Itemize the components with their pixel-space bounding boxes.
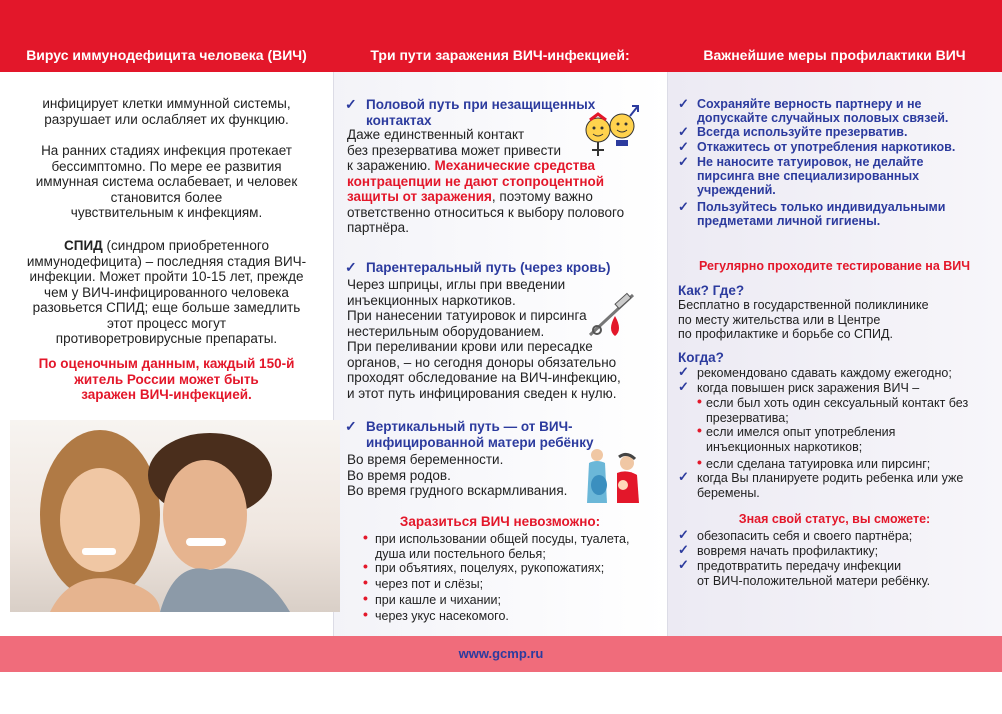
check-icon: ✓ <box>678 124 689 139</box>
check-icon: ✓ <box>678 154 689 169</box>
risk-item: если имелся опыт употребления инъекционных наркотиков; <box>706 425 896 454</box>
hiv-intro: инфицирует клетки иммунной системы, разрушает или ослабляет их функцию. <box>42 96 291 127</box>
syringe-icon <box>585 290 640 340</box>
couple-photo <box>10 420 340 612</box>
check-icon: ✓ <box>345 259 357 275</box>
check-icon: ✓ <box>678 469 689 484</box>
status-item: вовремя начать профилактику; <box>697 544 879 558</box>
couple-illustration <box>10 420 340 612</box>
website-link[interactable]: www.gcmp.ru <box>458 646 544 661</box>
bullet-icon: • <box>697 422 702 438</box>
blood-route-title: Парентеральный путь (через кровь) <box>366 260 611 275</box>
testing-title: Регулярно проходите тестирование на ВИЧ <box>698 259 971 273</box>
risk-item: если сделана татуировка или пирсинг; <box>706 457 931 471</box>
sexual-route-warning: Механические средства контрацепции не дают стопроцентной защиты от заражения <box>347 158 605 204</box>
aids-term: СПИД <box>64 238 103 253</box>
risk-item: если был хоть один сексуальный контакт без презерватива; <box>706 396 969 425</box>
bottom-margin <box>0 672 1002 714</box>
when-item: когда Вы планируете родить ребенка или уже беремены. <box>697 471 964 500</box>
impossible-item: при использовании общей посуды, туалета, душа или постельного белья; <box>375 532 630 561</box>
bullet-icon: • <box>697 393 702 409</box>
check-icon: ✓ <box>678 364 689 379</box>
russia-estimate: По оценочным данным, каждый 150-й житель России может быть заражен ВИЧ-инфекцией. <box>38 356 295 402</box>
measure-item: Всегда используйте презерватив. <box>697 125 908 139</box>
sexual-route-text-a: Даже единственный контакт без презерватива может привести к заражению. <box>347 127 562 173</box>
check-icon: ✓ <box>678 199 689 214</box>
col3-title: Важнейшие меры профилактики ВИЧ <box>703 47 966 63</box>
check-icon: ✓ <box>678 557 689 572</box>
bullet-icon: • <box>697 454 702 470</box>
measure-item: Пользуйтесь только индивидуальными предметами личной гигиены. <box>697 200 946 228</box>
check-icon: ✓ <box>345 96 357 112</box>
when-item: рекомендовано сдавать каждому ежегодно; <box>697 366 952 380</box>
vertical-route-title: Вертикальный путь — от ВИЧ- инфицированной матери ребёнку <box>366 419 594 450</box>
col2-title: Три пути заражения ВИЧ-инфекцией: <box>370 47 630 63</box>
check-icon: ✓ <box>678 139 689 154</box>
col1-title: Вирус иммунодефицита человека (ВИЧ) <box>26 47 307 63</box>
impossible-item: через укус насекомого. <box>375 609 509 623</box>
bullet-icon: • <box>363 574 368 590</box>
bullet-icon: • <box>363 606 368 622</box>
status-item: обезопасить себя и своего партнёра; <box>697 529 913 543</box>
measure-item: Сохраняйте верность партнеру и не допускайте случайных половых связей. <box>697 97 949 125</box>
where-title: Как? Где? <box>678 283 745 298</box>
hiv-stages: На ранних стадиях инфекция протекает бессимптомно. По мере ее развития иммунная система ослабевает, и человек становится более чувствительным к инфекциям. <box>35 143 298 220</box>
where-text: Бесплатно в государственной поликлинике по месту жительства или в Центре по профилактике и борьбе со СПИД. <box>678 298 929 341</box>
impossible-item: при кашле и чихании; <box>375 593 501 607</box>
sexual-route-title: Половой путь при незащищенных контактах <box>366 97 596 128</box>
blood-route-text: Через шприцы, иглы при введении инъекционных наркотиков. При нанесении татуировок и пирсинга нестерильным оборудованием. При переливании крови или пересадке органов, – но сегодня доноры обязательно проходят обследование на ВИЧ-инфекцию, и этот путь инфицирования сведен к нулю. <box>347 277 621 401</box>
bullet-icon: • <box>363 529 368 545</box>
couple-symbol-icon <box>582 100 642 162</box>
bullet-icon: • <box>363 558 368 574</box>
status-item: предотвратить передачу инфекции от ВИЧ-положительной матери ребёнку. <box>697 559 931 588</box>
mother-child-icon <box>583 445 645 507</box>
check-icon: ✓ <box>678 527 689 542</box>
status-title: Зная свой статус, вы сможете: <box>738 512 931 526</box>
check-icon: ✓ <box>345 418 357 434</box>
check-icon: ✓ <box>678 542 689 557</box>
aids-definition <box>0 238 333 347</box>
check-icon: ✓ <box>678 379 689 394</box>
impossible-title: Заразиться ВИЧ невозможно: <box>399 514 601 529</box>
bullet-icon: • <box>363 590 368 606</box>
vertical-route-text: Во время беременности. Во время родов. Во время грудного вскармливания. <box>347 452 568 498</box>
check-icon: ✓ <box>678 96 689 111</box>
measure-item: Не наносите татуировок, не делайте пирсинга вне специализированных учреждений. <box>697 155 924 197</box>
when-title: Когда? <box>678 350 724 365</box>
sexual-route-text-b: , поэтому важно ответственно относиться к выбору полового партнёра. <box>347 189 625 235</box>
measure-item: Откажитесь от употребления наркотиков. <box>697 140 956 154</box>
impossible-item: при объятиях, поцелуях, рукопожатиях; <box>375 561 605 575</box>
impossible-item: через пот и слёзы; <box>375 577 484 591</box>
fold-line <box>667 72 668 636</box>
aids-text: (синдром приобретенного иммунодефицита) – последняя стадия ВИЧ- инфекции. Может пройти 10-15 лет, прежде чем у ВИЧ-инфицированного человека разовьется СПИД; еще больше замедлить этот процесс могут противоретровирусные препараты. <box>26 238 307 346</box>
when-item: когда повышен риск заражения ВИЧ – <box>697 381 920 395</box>
